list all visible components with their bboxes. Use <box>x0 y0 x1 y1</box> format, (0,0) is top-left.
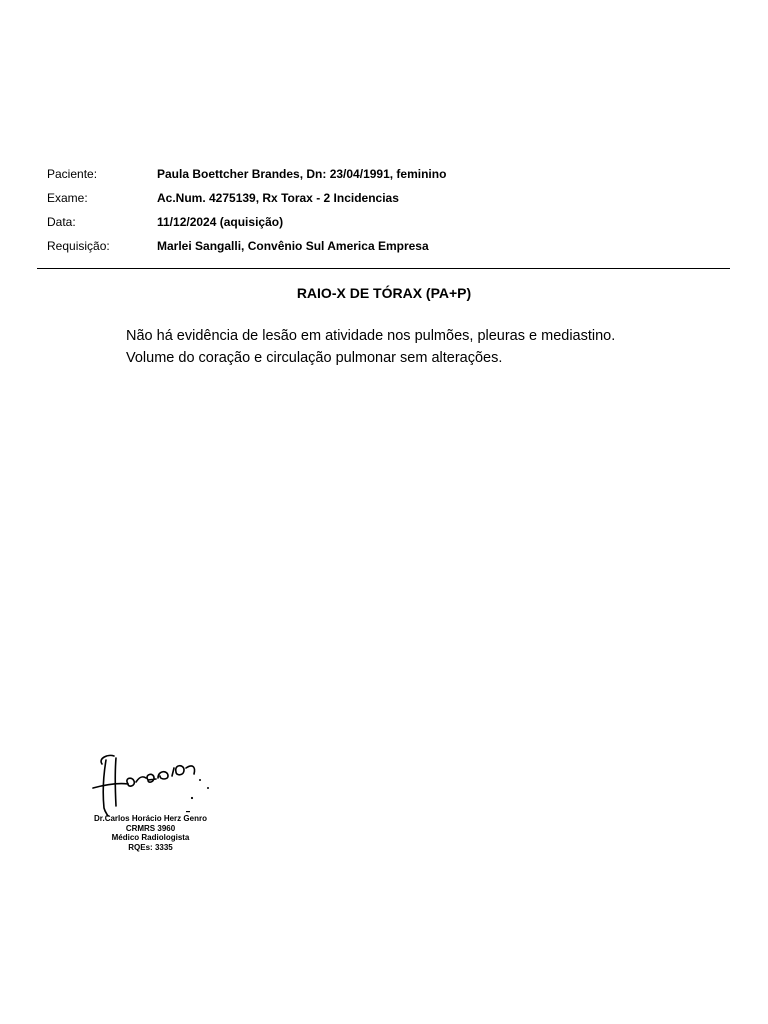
signature-rqe: RQEs: 3335 <box>128 842 173 852</box>
header-divider <box>37 268 730 269</box>
header-label-requisition: Requisição: <box>47 239 110 253</box>
signature-role: Médico Radiologista <box>111 833 190 842</box>
header-value-patient: Paula Boettcher Brandes, Dn: 23/04/1991, feminino <box>157 167 447 181</box>
header-value-requisition: Marlei Sangalli, Convênio Sul America Empresa <box>157 239 429 253</box>
header-row-requisition <box>47 237 727 261</box>
signature-name: Dr.Carlos Horácio Herz Genro <box>94 814 207 823</box>
report-body <box>126 325 646 369</box>
patient-header <box>47 165 727 261</box>
signature-credentials <box>48 814 253 852</box>
signature-block <box>48 745 263 875</box>
header-value-date: 11/12/2024 (aquisição) <box>157 215 284 229</box>
header-label-patient: Paciente: <box>47 167 98 181</box>
header-row-patient <box>47 165 727 189</box>
handwritten-signature <box>88 750 228 820</box>
header-label-exam: Exame: <box>47 191 88 205</box>
report-finding-lungs: Não há evidência de lesão em atividade nos pulmões, pleuras e mediastino. <box>126 328 616 344</box>
report-finding-heart: Volume do coração e circulação pulmonar sem alterações. <box>126 350 503 366</box>
header-row-exam <box>47 189 727 213</box>
header-row-date <box>47 213 727 237</box>
report-title: RAIO-X DE TÓRAX (PA+P) <box>296 285 472 301</box>
signature-crm: CRMRS 3960 <box>125 823 176 833</box>
header-label-date: Data: <box>47 215 76 229</box>
header-value-exam: Ac.Num. 4275139, Rx Torax - 2 Incidencias <box>157 191 399 205</box>
